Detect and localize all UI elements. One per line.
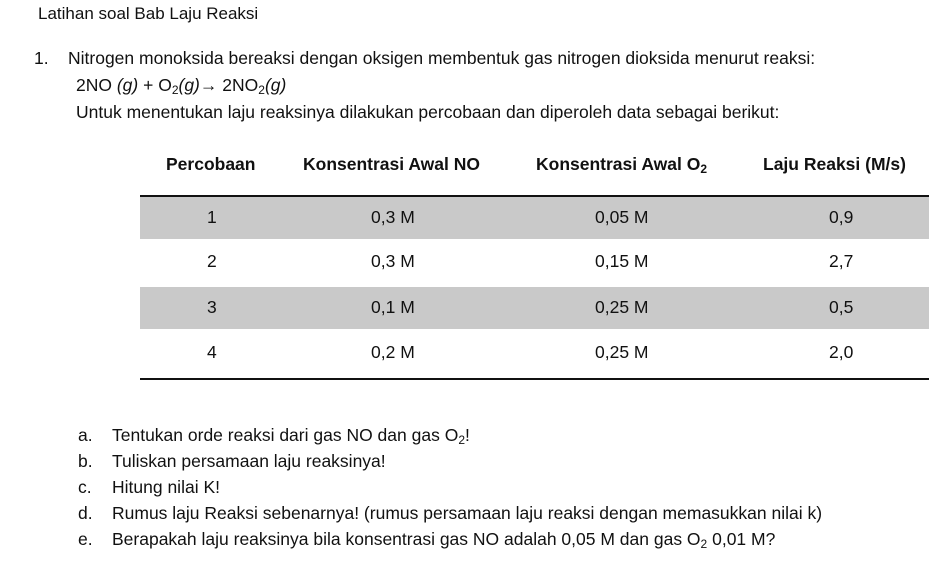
header-o2-sub: 2: [700, 162, 708, 176]
eq-sub-2: 2: [258, 83, 265, 97]
cell-percobaan: 2: [207, 251, 217, 271]
cell-no: 0,3 M: [371, 251, 415, 271]
option-text: Hitung nilai K!: [112, 477, 220, 497]
cell-no: 0,2 M: [371, 342, 415, 362]
option-label: c.: [78, 477, 92, 497]
table-intro: Untuk menentukan laju reaksinya dilakukan percobaan dan diperoleh data sebagai berikut:: [76, 102, 780, 122]
cell-laju: 0,9: [829, 207, 854, 227]
table-bottom-rule: [140, 378, 929, 380]
option-label: a.: [78, 425, 93, 445]
cell-laju: 2,7: [829, 251, 854, 271]
option-text-end: 0,01 M?: [707, 529, 776, 549]
cell-o2: 0,15 M: [595, 251, 649, 271]
cell-percobaan: 3: [207, 297, 217, 317]
option-text-main: Tentukan orde reaksi dari gas NO dan gas O: [112, 425, 459, 445]
cell-o2: 0,05 M: [595, 207, 649, 227]
table-row: [140, 287, 929, 329]
option-text: Rumus laju Reaksi sebenarnya! (rumus persamaan laju reaksi dengan memasukkan nilai k): [112, 503, 823, 523]
header-laju-reaksi: Laju Reaksi (M/s): [763, 154, 906, 174]
eq-state-3: (g): [264, 75, 287, 95]
option-label: b.: [78, 451, 93, 471]
option-text: [112, 425, 470, 447]
cell-no: 0,1 M: [371, 297, 415, 317]
header-o2-text: Konsentrasi Awal O: [536, 154, 701, 174]
reaction-equation: [76, 75, 286, 97]
header-percobaan: Percobaan: [166, 154, 256, 174]
option-text-main: Berapakah laju reaksinya bila konsentrasi gas NO adalah 0,05 M dan gas O: [112, 529, 701, 549]
header-konsentrasi-o2: [536, 154, 707, 176]
option-text-sub: 2: [700, 537, 708, 551]
eq-state-2: (g): [178, 75, 200, 95]
option-text: [112, 529, 775, 551]
option-text: Tuliskan persamaan laju reaksinya!: [112, 451, 386, 471]
eq-state-1: (g): [116, 75, 139, 95]
option-label: e.: [78, 529, 93, 549]
cell-percobaan: 4: [207, 342, 217, 362]
cell-o2: 0,25 M: [595, 297, 649, 317]
eq-plus-o: + O: [138, 75, 172, 95]
cell-o2: 0,25 M: [595, 342, 649, 362]
option-text-sub: 2: [458, 433, 465, 447]
header-konsentrasi-no: Konsentrasi Awal NO: [303, 154, 480, 174]
question-number: 1.: [34, 48, 49, 68]
table-row: [140, 241, 929, 283]
cell-no: 0,3 M: [371, 207, 415, 227]
table-row: [140, 197, 929, 239]
cell-laju: 0,5: [829, 297, 854, 317]
eq-arrow-product: → 2NO: [199, 75, 259, 95]
table-row: [140, 332, 929, 374]
option-label: d.: [78, 503, 93, 523]
option-text-end: !: [465, 425, 470, 445]
eq-sub-1: 2: [171, 83, 179, 97]
question-text: Nitrogen monoksida bereaksi dengan oksigen membentuk gas nitrogen dioksida menurut reaksi:: [68, 48, 816, 68]
document-title: Latihan soal Bab Laju Reaksi: [38, 4, 259, 23]
cell-laju: 2,0: [829, 342, 854, 362]
eq-reactant-no: 2NO: [76, 75, 117, 95]
cell-percobaan: 1: [207, 207, 217, 227]
